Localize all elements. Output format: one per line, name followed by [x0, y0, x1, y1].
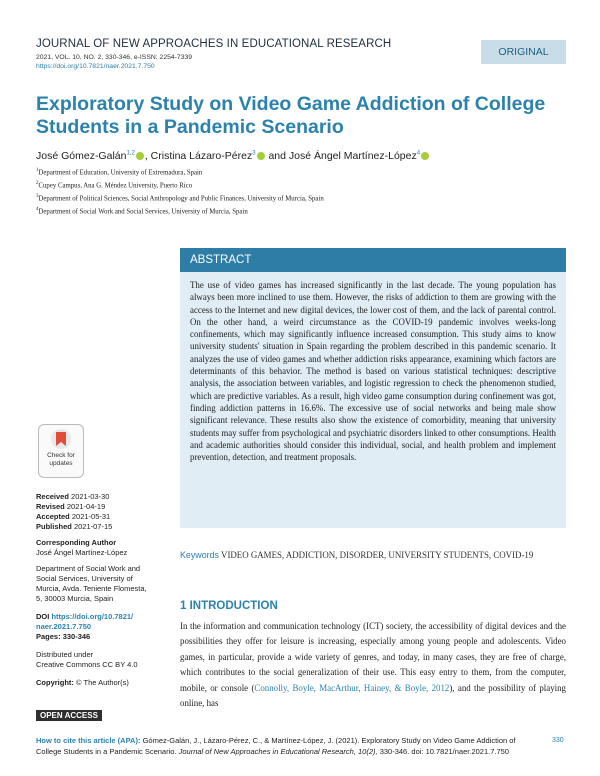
affiliation: $^4$Department of Social Work and Social Services, University of Murcia, Spain	[36, 207, 248, 216]
article-type-badge: ORIGINAL	[481, 40, 566, 64]
author-name[interactable]: Cristina Lázaro-Pérez	[150, 150, 253, 162]
orcid-icon[interactable]	[421, 152, 429, 160]
accepted-date: Accepted 2021-05-31	[36, 512, 111, 521]
orcid-icon[interactable]	[136, 152, 144, 160]
sidebar-doi-line2: naer.2021.7.750	[36, 622, 92, 631]
citation-link[interactable]: Connolly, Boyle, MacArthur, Hainey, & Boyle, 2012	[254, 682, 450, 693]
abstract-heading: ABSTRACT	[180, 248, 566, 272]
published-date: Published 2021-07-15	[36, 522, 113, 531]
cite-label: How to cite this article (APA):	[36, 736, 141, 745]
corresponding-address: Social Services, University of	[36, 574, 133, 583]
affiliation: $^3$Department of Political Sciences, Social Anthropology and Public Finances, University of Murcia, Spain	[36, 194, 324, 203]
corresponding-address: Department of Social Work and	[36, 564, 141, 573]
article-title: Exploratory Study on Video Game Addiction of College Students in a Pandemic Scenario	[36, 93, 546, 138]
corresponding-address: Murcia, Avda. Teniente Flomesta,	[36, 584, 147, 593]
keywords-label: Keywords	[180, 550, 219, 560]
author-name[interactable]: José Ángel Martínez-López	[288, 150, 417, 162]
doi-link[interactable]: https://doi.org/10.7821/naer.2021.7.750	[36, 63, 155, 70]
corresponding-author-name: José Ángel Martínez-López	[36, 548, 128, 557]
author-list	[36, 150, 430, 162]
author-sup: 1,2	[126, 150, 135, 157]
open-access-badge: OPEN ACCESS	[36, 710, 102, 721]
sidebar-doi-link[interactable]: https://doi.org/10.7821/	[51, 612, 134, 621]
introduction-text: In the information and communication technology (ICT) society, the accessibility of digital devices and the possibilities they offer for leisure is increasing, especially among young people and adolescents. Video games, in particular, provide a wide variety of genres, and today, in many cases, they are free of charge, which contributes to the social generalization of their use. This easy entry to them, from the computer, mobile, or console (Connolly, Boyle, MacArthur, Hainey, & Boyle, 2012), and the possibility of playing online, has	[180, 621, 566, 709]
license-line: Distributed under	[36, 650, 94, 659]
author-separator: and	[265, 150, 289, 162]
bookmark-icon	[39, 425, 83, 453]
orcid-icon[interactable]	[257, 152, 265, 160]
revised-date: Revised 2021-04-19	[36, 502, 106, 511]
copyright: Copyright: © The Author(s)	[36, 678, 129, 687]
author-sup: 3	[252, 150, 256, 157]
keywords	[180, 548, 560, 563]
volume-line: 2021, VOL. 10, NO. 2, 330-346, e-ISSN: 2254-7339	[36, 54, 193, 61]
check-for-updates-button[interactable]	[38, 424, 84, 478]
check-for-updates-label: Check for updates	[47, 452, 75, 467]
author-separator: ,	[144, 150, 148, 162]
journal-name: JOURNAL OF NEW APPROACHES IN EDUCATIONAL RESEARCH	[36, 38, 392, 50]
author-sup: 4	[416, 150, 421, 157]
citation-footer: How to cite this article (APA): Gómez-Galán, J., Lázaro-Pérez, C., & Martínez-López, J. (2021). Exploratory Study on Video Game Addiction of College Students in a Pandemic Scenario. Journal of New Approaches in Educational Research, 10(2), 330-346. doi: 10.7821/naer.2021.7.750	[36, 736, 516, 756]
corresponding-author-label: Corresponding Author	[36, 538, 117, 547]
license-line: Creative Commons CC BY 4.0	[36, 660, 138, 669]
keywords-text: VIDEO GAMES, ADDICTION, DISORDER, UNIVERSITY STUDENTS, COVID-19	[221, 550, 534, 560]
section-heading-introduction: 1 INTRODUCTION	[180, 600, 278, 612]
corresponding-address: 5, 30003 Murcia, Spain	[36, 594, 114, 603]
affiliation: $^1$Department of Education, University of Extremadura, Spain	[36, 168, 203, 177]
author-name[interactable]: José Gómez-Galán	[36, 150, 127, 162]
received-date: Received 2021-03-30	[36, 492, 110, 501]
sidebar-doi: DOI https://doi.org/10.7821/	[36, 612, 134, 621]
affiliation: $^2$Cupey Campus, Ana G. Méndez University, Puerto Rico	[36, 181, 193, 190]
abstract-text: The use of video games has increased significantly in the last decade. The young population has always been more inclined to use them. However, the risks of addiction to them are growing with the access to the Internet and new digital devices, the lower cost of them, and the lack of parental control. On the other hand, a weird circumstance as the COVID-19 pandemic involves weeks-long confinements, which may significantly influence increased consumption. This study aims to know university students' situation in Spain regarding the problem described in this pandemic scenario. It analyzes the use of video games and whether addiction risks appearance, examining which factors are determinants of this behavior. The method is based on various statistical techniques: descriptive analysis, the association between variables, and logistic regression to check the phenomenon studied, which are predictive variables. As a result, high video game consumption during confinement was got, finding addiction patterns in 16.6%. The excessive use of social networks and being male show significant relevance. These results also show the existence of comorbidity, meaning that university students may suffer from psychological and psychiatric disorders linked to other consumptions. Health and academic authorities should consider this individual, social, and health problem and implement prevention, detection, and treatment proposals.	[190, 280, 556, 463]
page-number: 330	[552, 737, 564, 744]
pages: Pages: 330-346	[36, 632, 91, 641]
